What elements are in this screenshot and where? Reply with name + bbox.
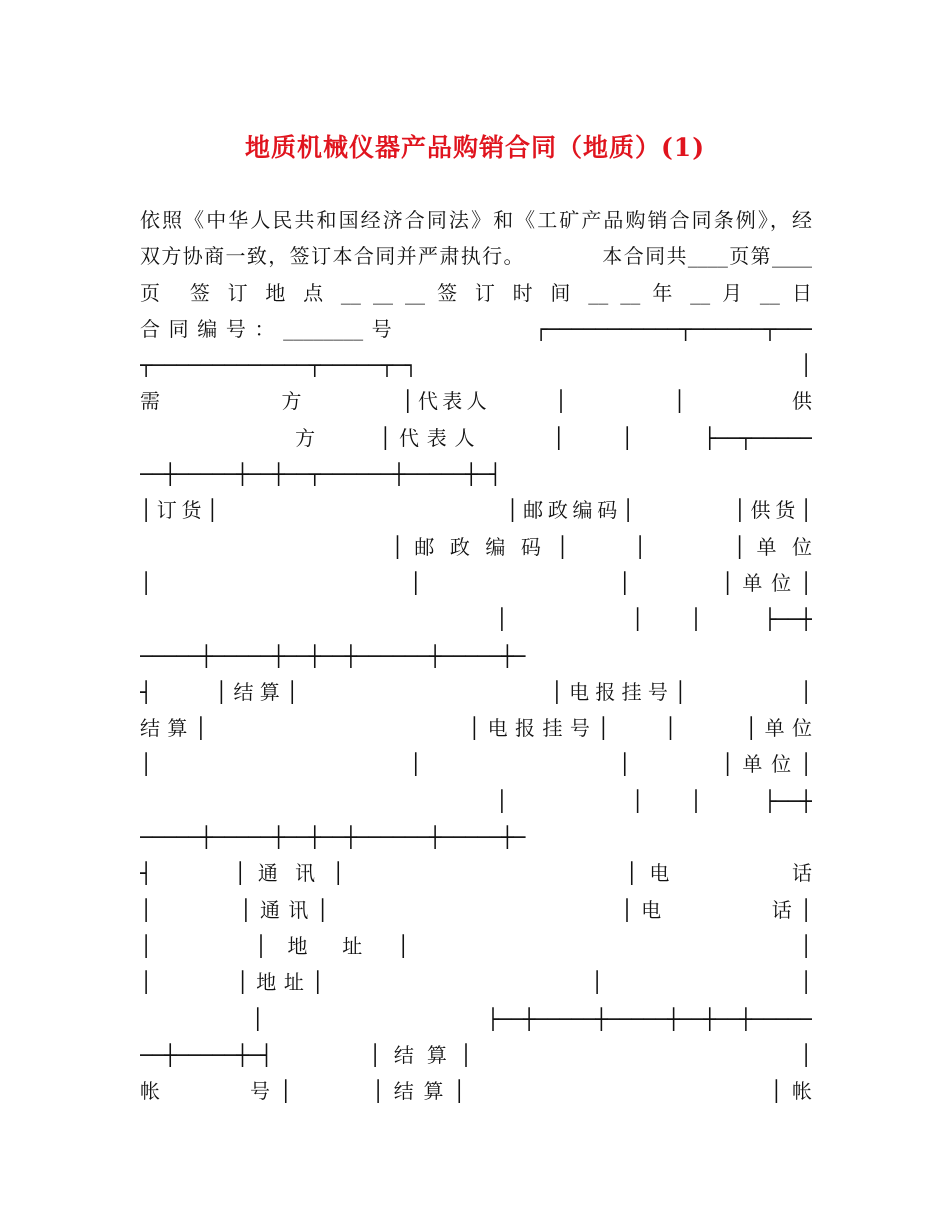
text-line: 合同编号：________号 ┌───────────┬──────┬───	[140, 316, 812, 341]
text-line: ──┼─────┼──┼──┬──────┼─────┼─┤	[140, 462, 502, 487]
text-line: │ │ 地 址 │ │	[140, 933, 812, 958]
text-line: ──┼─────┼─┤ │结算│ │	[140, 1042, 812, 1067]
text-line: 帐 号│ │结算│ │帐	[140, 1079, 812, 1104]
text-line: ─────┼─────┼──┼──┼──────┼─────┼─	[140, 643, 526, 668]
text-line: 需 方 │代表人 │ │ 供	[140, 389, 812, 414]
text-line: │ │通讯│ │电 话│	[140, 897, 812, 922]
text-line: 方 │代表人 │ │ ├──┬─────	[140, 425, 812, 450]
text-line: ┬─────────────┬─────┬─┐ │	[140, 353, 812, 378]
text-line: │ │ │ │单位│	[140, 570, 812, 595]
text-line: │订货│ │邮政编码│ │供货│	[140, 498, 812, 523]
document-body	[140, 202, 812, 1109]
text-line: 结算│ │电报挂号│ │ │单位	[140, 716, 812, 741]
text-line: │ │ │ ├──┼	[140, 788, 812, 813]
text-line: │ 邮 政 编 码 │ │ │ 单 位	[140, 534, 812, 559]
text-line: ┤ │结算│ │电报挂号│ │	[140, 679, 812, 704]
text-line: ┤ │ 通 讯 │ │ 电 话	[140, 861, 812, 886]
text-line: 页 签 订 地 点 __ __ __ 签 订 时 间 __ __ 年 __ 月 __ 日	[140, 280, 812, 305]
text-line: 依照《中华人民共和国经济合同法》和《工矿产品购销合同条例》，经	[140, 208, 812, 232]
text-line: ─────┼─────┼──┼──┼──────┼─────┼─	[140, 825, 526, 850]
text-line: │ │ │ ├──┼	[140, 607, 812, 632]
text-line: │ │ │ │单位│	[140, 752, 812, 777]
document-title: 地质机械仪器产品购销合同（地质）(1)	[244, 133, 706, 162]
text-line: 双方协商一致，签订本合同并严肃执行。 本合同共____页第____	[140, 244, 812, 269]
text-line: │ │地址│ │ │	[140, 970, 812, 995]
text-line: │ ├──┼─────┼─────┼──┼──┼─────	[140, 1006, 812, 1031]
